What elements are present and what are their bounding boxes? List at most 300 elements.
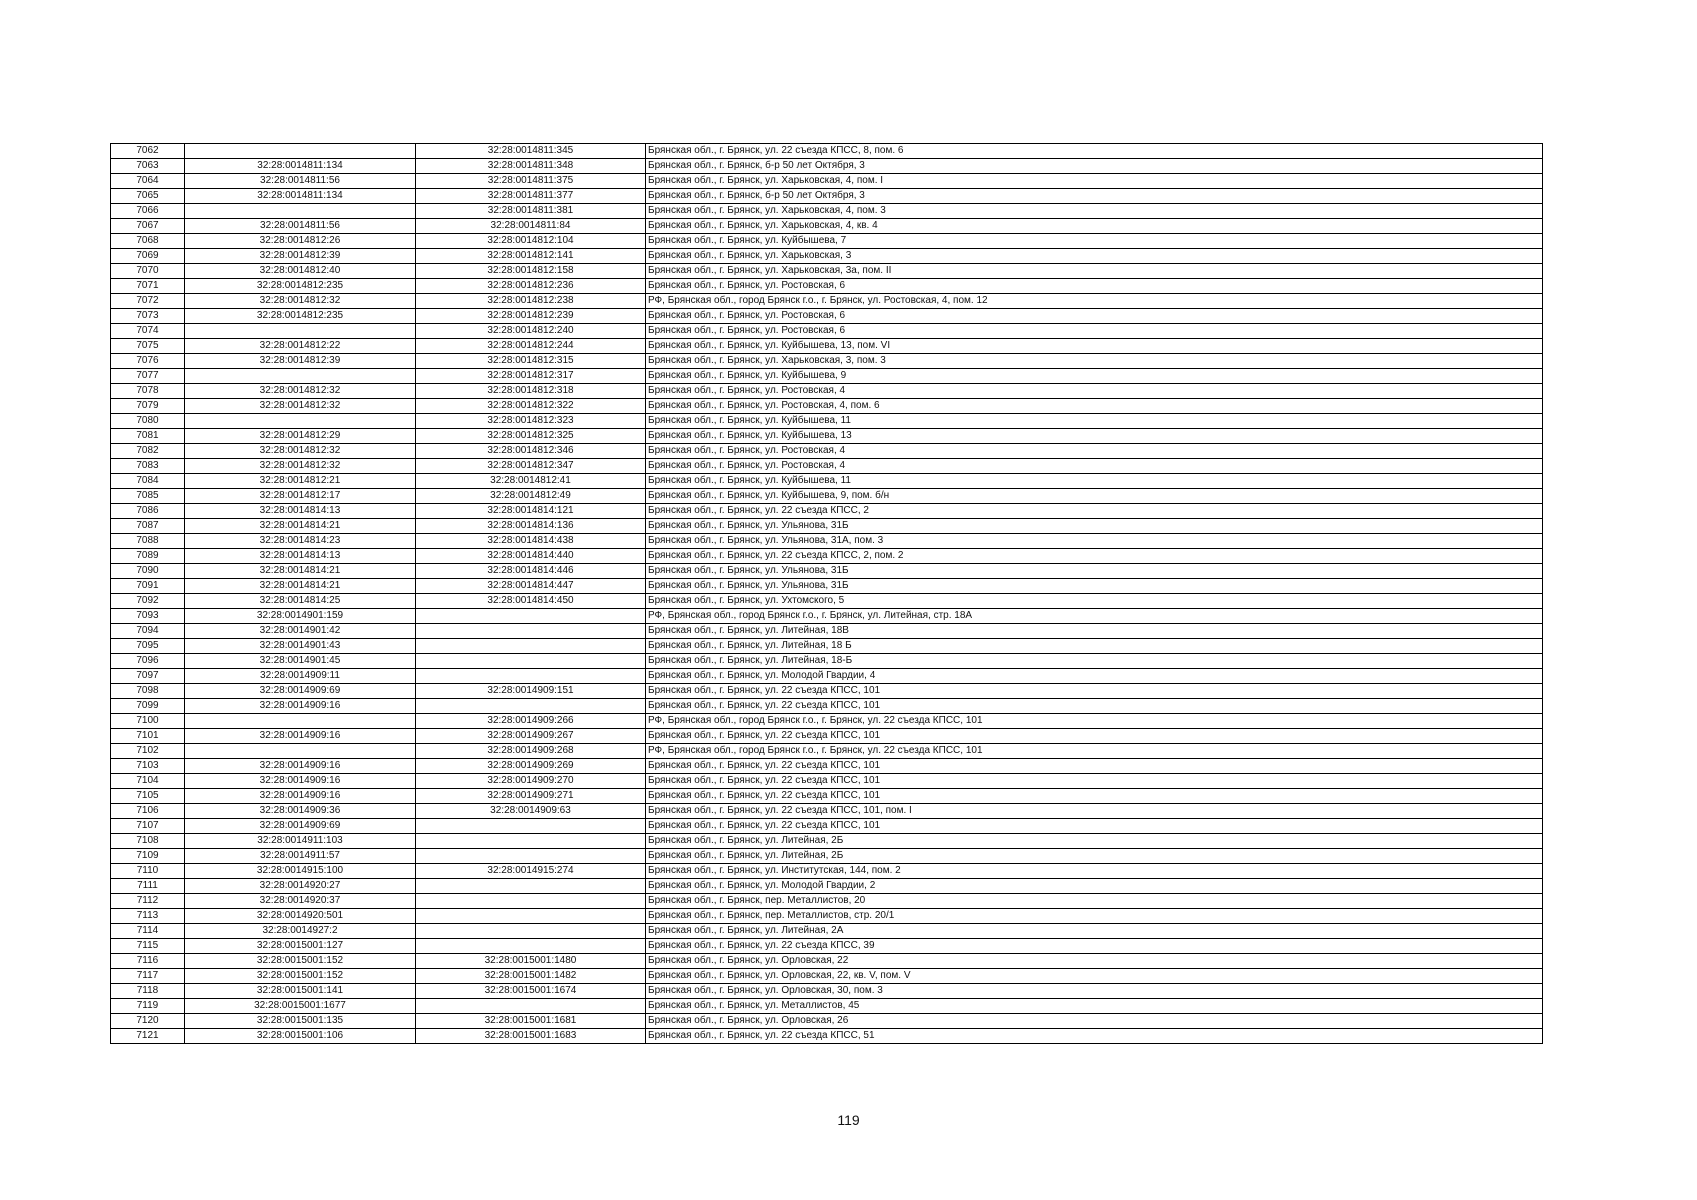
parcel-number-cell: 32:28:0015001:152 [185, 969, 416, 984]
row-number-cell: 7101 [111, 729, 185, 744]
table-row [111, 279, 1543, 294]
table-row [111, 714, 1543, 729]
address-cell: Брянская обл., г. Брянск, ул. 22 съезда КПСС, 51 [646, 1029, 1543, 1044]
object-number-cell: 32:28:0014812:347 [416, 459, 646, 474]
address-cell: Брянская обл., г. Брянск, ул. Литейная, 18 Б [646, 639, 1543, 654]
address-cell: Брянская обл., г. Брянск, пер. Металлистов, стр. 20/1 [646, 909, 1543, 924]
parcel-number-cell [185, 714, 416, 729]
parcel-number-cell: 32:28:0014909:69 [185, 819, 416, 834]
table-row [111, 909, 1543, 924]
parcel-number-cell: 32:28:0014909:16 [185, 699, 416, 714]
parcel-number-cell: 32:28:0014811:56 [185, 219, 416, 234]
row-number-cell: 7106 [111, 804, 185, 819]
parcel-number-cell: 32:28:0014901:45 [185, 654, 416, 669]
table-row [111, 894, 1543, 909]
registry-table-body [111, 144, 1543, 1044]
parcel-number-cell: 32:28:0014812:39 [185, 354, 416, 369]
table-row [111, 204, 1543, 219]
address-cell: Брянская обл., г. Брянск, пер. Металлистов, 20 [646, 894, 1543, 909]
table-row [111, 309, 1543, 324]
row-number-cell: 7118 [111, 984, 185, 999]
parcel-number-cell: 32:28:0015001:1677 [185, 999, 416, 1014]
object-number-cell: 32:28:0014909:151 [416, 684, 646, 699]
address-cell: РФ, Брянская обл., город Брянск г.о., г. Брянск, ул. Литейная, стр. 18А [646, 609, 1543, 624]
address-cell: Брянская обл., г. Брянск, ул. 22 съезда КПСС, 101 [646, 684, 1543, 699]
table-row [111, 549, 1543, 564]
object-number-cell [416, 669, 646, 684]
table-row [111, 774, 1543, 789]
object-number-cell: 32:28:0014812:346 [416, 444, 646, 459]
parcel-number-cell: 32:28:0014811:134 [185, 159, 416, 174]
row-number-cell: 7088 [111, 534, 185, 549]
address-cell: Брянская обл., г. Брянск, ул. Куйбышева, 9 [646, 369, 1543, 384]
object-number-cell: 32:28:0014812:104 [416, 234, 646, 249]
row-number-cell: 7073 [111, 309, 185, 324]
address-cell: Брянская обл., г. Брянск, ул. 22 съезда КПСС, 101, пом. I [646, 804, 1543, 819]
address-cell: РФ, Брянская обл., город Брянск г.о., г. Брянск, ул. 22 съезда КПСС, 101 [646, 744, 1543, 759]
row-number-cell: 7099 [111, 699, 185, 714]
table-row [111, 1014, 1543, 1029]
parcel-number-cell: 32:28:0014814:21 [185, 579, 416, 594]
row-number-cell: 7091 [111, 579, 185, 594]
object-number-cell: 32:28:0014814:136 [416, 519, 646, 534]
row-number-cell: 7074 [111, 324, 185, 339]
address-cell: Брянская обл., г. Брянск, ул. Харьковская, 3, пом. 3 [646, 354, 1543, 369]
address-cell: Брянская обл., г. Брянск, ул. 22 съезда КПСС, 2 [646, 504, 1543, 519]
object-number-cell: 32:28:0015001:1683 [416, 1029, 646, 1044]
address-cell: Брянская обл., г. Брянск, ул. Институтская, 144, пом. 2 [646, 864, 1543, 879]
parcel-number-cell: 32:28:0014812:32 [185, 444, 416, 459]
table-row [111, 294, 1543, 309]
address-cell: РФ, Брянская обл., город Брянск г.о., г. Брянск, ул. 22 съезда КПСС, 101 [646, 714, 1543, 729]
table-row [111, 954, 1543, 969]
address-cell: Брянская обл., г. Брянск, б-р 50 лет Октября, 3 [646, 159, 1543, 174]
object-number-cell: 32:28:0014812:239 [416, 309, 646, 324]
parcel-number-cell: 32:28:0014920:501 [185, 909, 416, 924]
parcel-number-cell: 32:28:0015001:152 [185, 954, 416, 969]
object-number-cell: 32:28:0014909:271 [416, 789, 646, 804]
address-cell: РФ, Брянская обл., город Брянск г.о., г. Брянск, ул. Ростовская, 4, пом. 12 [646, 294, 1543, 309]
row-number-cell: 7110 [111, 864, 185, 879]
address-cell: Брянская обл., г. Брянск, ул. Орловская, 22, кв. V, пом. V [646, 969, 1543, 984]
address-cell: Брянская обл., г. Брянск, ул. 22 съезда КПСС, 101 [646, 729, 1543, 744]
row-number-cell: 7113 [111, 909, 185, 924]
object-number-cell [416, 849, 646, 864]
object-number-cell [416, 879, 646, 894]
object-number-cell: 32:28:0014814:438 [416, 534, 646, 549]
table-row [111, 594, 1543, 609]
object-number-cell: 32:28:0014909:269 [416, 759, 646, 774]
parcel-number-cell [185, 204, 416, 219]
row-number-cell: 7109 [111, 849, 185, 864]
parcel-number-cell: 32:28:0014901:42 [185, 624, 416, 639]
address-cell: Брянская обл., г. Брянск, ул. Ростовская, 6 [646, 309, 1543, 324]
address-cell: Брянская обл., г. Брянск, ул. Куйбышева, 11 [646, 474, 1543, 489]
table-row [111, 534, 1543, 549]
parcel-number-cell: 32:28:0014915:100 [185, 864, 416, 879]
table-row [111, 474, 1543, 489]
row-number-cell: 7085 [111, 489, 185, 504]
parcel-number-cell [185, 414, 416, 429]
object-number-cell: 32:28:0014909:63 [416, 804, 646, 819]
row-number-cell: 7084 [111, 474, 185, 489]
row-number-cell: 7105 [111, 789, 185, 804]
parcel-number-cell: 32:28:0015001:106 [185, 1029, 416, 1044]
table-row [111, 339, 1543, 354]
object-number-cell: 32:28:0014812:318 [416, 384, 646, 399]
address-cell: Брянская обл., г. Брянск, ул. Орловская, 22 [646, 954, 1543, 969]
parcel-number-cell: 32:28:0014909:69 [185, 684, 416, 699]
object-number-cell [416, 924, 646, 939]
table-row [111, 489, 1543, 504]
parcel-number-cell: 32:28:0014814:23 [185, 534, 416, 549]
table-row [111, 1029, 1543, 1044]
parcel-number-cell: 32:28:0014909:16 [185, 774, 416, 789]
object-number-cell: 32:28:0014812:41 [416, 474, 646, 489]
page-number: 119 [837, 1112, 860, 1128]
parcel-number-cell: 32:28:0014911:57 [185, 849, 416, 864]
table-row [111, 744, 1543, 759]
table-row [111, 579, 1543, 594]
address-cell: Брянская обл., г. Брянск, ул. 22 съезда КПСС, 101 [646, 789, 1543, 804]
row-number-cell: 7077 [111, 369, 185, 384]
address-cell: Брянская обл., г. Брянск, ул. Куйбышева, 13, пом. VI [646, 339, 1543, 354]
object-number-cell [416, 654, 646, 669]
table-row [111, 564, 1543, 579]
object-number-cell: 32:28:0014814:121 [416, 504, 646, 519]
table-row [111, 864, 1543, 879]
parcel-number-cell: 32:28:0014909:16 [185, 729, 416, 744]
row-number-cell: 7094 [111, 624, 185, 639]
address-cell: Брянская обл., г. Брянск, ул. Харьковская, 3 [646, 249, 1543, 264]
parcel-number-cell: 32:28:0014812:26 [185, 234, 416, 249]
parcel-number-cell [185, 144, 416, 159]
table-row [111, 789, 1543, 804]
address-cell: Брянская обл., г. Брянск, ул. 22 съезда КПСС, 101 [646, 699, 1543, 714]
row-number-cell: 7093 [111, 609, 185, 624]
parcel-number-cell [185, 369, 416, 384]
address-cell: Брянская обл., г. Брянск, ул. Ульянова, 31Б [646, 564, 1543, 579]
object-number-cell: 32:28:0014814:447 [416, 579, 646, 594]
object-number-cell: 32:28:0014812:244 [416, 339, 646, 354]
parcel-number-cell: 32:28:0014812:32 [185, 384, 416, 399]
parcel-number-cell: 32:28:0014901:159 [185, 609, 416, 624]
table-row [111, 999, 1543, 1014]
table-row [111, 819, 1543, 834]
table-row [111, 219, 1543, 234]
table-row [111, 264, 1543, 279]
object-number-cell: 32:28:0014812:240 [416, 324, 646, 339]
table-row [111, 249, 1543, 264]
row-number-cell: 7108 [111, 834, 185, 849]
object-number-cell: 32:28:0015001:1674 [416, 984, 646, 999]
row-number-cell: 7112 [111, 894, 185, 909]
object-number-cell: 32:28:0014812:323 [416, 414, 646, 429]
row-number-cell: 7116 [111, 954, 185, 969]
row-number-cell: 7064 [111, 174, 185, 189]
row-number-cell: 7087 [111, 519, 185, 534]
address-cell: Брянская обл., г. Брянск, ул. 22 съезда КПСС, 101 [646, 759, 1543, 774]
address-cell: Брянская обл., г. Брянск, ул. Молодой Гвардии, 2 [646, 879, 1543, 894]
address-cell: Брянская обл., г. Брянск, ул. Ростовская, 4, пом. 6 [646, 399, 1543, 414]
address-cell: Брянская обл., г. Брянск, ул. 22 съезда КПСС, 101 [646, 774, 1543, 789]
object-number-cell [416, 999, 646, 1014]
parcel-number-cell: 32:28:0014911:103 [185, 834, 416, 849]
address-cell: Брянская обл., г. Брянск, ул. Орловская, 26 [646, 1014, 1543, 1029]
row-number-cell: 7096 [111, 654, 185, 669]
address-cell: Брянская обл., г. Брянск, б-р 50 лет Октября, 3 [646, 189, 1543, 204]
table-row [111, 924, 1543, 939]
row-number-cell: 7081 [111, 429, 185, 444]
table-row [111, 879, 1543, 894]
row-number-cell: 7066 [111, 204, 185, 219]
table-row [111, 849, 1543, 864]
object-number-cell: 32:28:0014915:274 [416, 864, 646, 879]
parcel-number-cell: 32:28:0014812:235 [185, 279, 416, 294]
table-row [111, 174, 1543, 189]
table-row [111, 144, 1543, 159]
row-number-cell: 7082 [111, 444, 185, 459]
object-number-cell: 32:28:0014812:317 [416, 369, 646, 384]
parcel-number-cell: 32:28:0014812:32 [185, 459, 416, 474]
object-number-cell: 32:28:0014811:375 [416, 174, 646, 189]
row-number-cell: 7063 [111, 159, 185, 174]
address-cell: Брянская обл., г. Брянск, ул. Молодой Гвардии, 4 [646, 669, 1543, 684]
row-number-cell: 7069 [111, 249, 185, 264]
address-cell: Брянская обл., г. Брянск, ул. 22 съезда КПСС, 39 [646, 939, 1543, 954]
object-number-cell: 32:28:0014812:325 [416, 429, 646, 444]
table-row [111, 684, 1543, 699]
address-cell: Брянская обл., г. Брянск, ул. Харьковская, 4, пом. I [646, 174, 1543, 189]
table-row [111, 729, 1543, 744]
table-row [111, 429, 1543, 444]
parcel-number-cell: 32:28:0014920:27 [185, 879, 416, 894]
table-row [111, 759, 1543, 774]
table-row [111, 324, 1543, 339]
table-row [111, 414, 1543, 429]
parcel-number-cell: 32:28:0014909:11 [185, 669, 416, 684]
parcel-number-cell: 32:28:0014812:39 [185, 249, 416, 264]
address-cell: Брянская обл., г. Брянск, ул. Литейная, 18-Б [646, 654, 1543, 669]
address-cell: Брянская обл., г. Брянск, ул. 22 съезда КПСС, 101 [646, 819, 1543, 834]
table-row [111, 834, 1543, 849]
object-number-cell: 32:28:0014812:141 [416, 249, 646, 264]
parcel-number-cell: 32:28:0014812:40 [185, 264, 416, 279]
parcel-number-cell: 32:28:0014814:13 [185, 549, 416, 564]
object-number-cell: 32:28:0015001:1482 [416, 969, 646, 984]
parcel-number-cell: 32:28:0014927:2 [185, 924, 416, 939]
row-number-cell: 7098 [111, 684, 185, 699]
address-cell: Брянская обл., г. Брянск, ул. Ульянова, 31Б [646, 579, 1543, 594]
registry-table [110, 143, 1543, 1044]
address-cell: Брянская обл., г. Брянск, ул. Ростовская, 4 [646, 459, 1543, 474]
address-cell: Брянская обл., г. Брянск, ул. Куйбышева, 13 [646, 429, 1543, 444]
object-number-cell: 32:28:0014811:381 [416, 204, 646, 219]
object-number-cell: 32:28:0014814:450 [416, 594, 646, 609]
address-cell: Брянская обл., г. Брянск, ул. Литейная, 2Б [646, 849, 1543, 864]
row-number-cell: 7065 [111, 189, 185, 204]
address-cell: Брянская обл., г. Брянск, ул. Куйбышева, 11 [646, 414, 1543, 429]
address-cell: Брянская обл., г. Брянск, ул. Ульянова, 31А, пом. 3 [646, 534, 1543, 549]
row-number-cell: 7070 [111, 264, 185, 279]
parcel-number-cell: 32:28:0014812:32 [185, 399, 416, 414]
object-number-cell: 32:28:0014811:84 [416, 219, 646, 234]
address-cell: Брянская обл., г. Брянск, ул. Ульянова, 31Б [646, 519, 1543, 534]
row-number-cell: 7071 [111, 279, 185, 294]
parcel-number-cell: 32:28:0015001:127 [185, 939, 416, 954]
table-row [111, 504, 1543, 519]
object-number-cell [416, 819, 646, 834]
row-number-cell: 7086 [111, 504, 185, 519]
table-row [111, 669, 1543, 684]
parcel-number-cell: 32:28:0014812:17 [185, 489, 416, 504]
table-row [111, 384, 1543, 399]
table-row [111, 444, 1543, 459]
row-number-cell: 7107 [111, 819, 185, 834]
address-cell: Брянская обл., г. Брянск, ул. Ухтомского, 5 [646, 594, 1543, 609]
object-number-cell: 32:28:0014811:377 [416, 189, 646, 204]
address-cell: Брянская обл., г. Брянск, ул. Литейная, 18В [646, 624, 1543, 639]
object-number-cell [416, 834, 646, 849]
address-cell: Брянская обл., г. Брянск, ул. Ростовская, 6 [646, 324, 1543, 339]
address-cell: Брянская обл., г. Брянск, ул. Ростовская, 4 [646, 384, 1543, 399]
table-row [111, 519, 1543, 534]
row-number-cell: 7078 [111, 384, 185, 399]
object-number-cell [416, 639, 646, 654]
parcel-number-cell [185, 744, 416, 759]
object-number-cell: 32:28:0015001:1681 [416, 1014, 646, 1029]
table-row [111, 609, 1543, 624]
row-number-cell: 7072 [111, 294, 185, 309]
row-number-cell: 7076 [111, 354, 185, 369]
row-number-cell: 7080 [111, 414, 185, 429]
object-number-cell [416, 894, 646, 909]
row-number-cell: 7062 [111, 144, 185, 159]
address-cell: Брянская обл., г. Брянск, ул. Харьковская, 3а, пом. II [646, 264, 1543, 279]
object-number-cell [416, 609, 646, 624]
parcel-number-cell: 32:28:0014812:235 [185, 309, 416, 324]
object-number-cell [416, 909, 646, 924]
row-number-cell: 7114 [111, 924, 185, 939]
row-number-cell: 7083 [111, 459, 185, 474]
row-number-cell: 7095 [111, 639, 185, 654]
row-number-cell: 7119 [111, 999, 185, 1014]
address-cell: Брянская обл., г. Брянск, ул. Литейная, 2А [646, 924, 1543, 939]
parcel-number-cell: 32:28:0014814:21 [185, 519, 416, 534]
address-cell: Брянская обл., г. Брянск, ул. 22 съезда КПСС, 2, пом. 2 [646, 549, 1543, 564]
parcel-number-cell: 32:28:0015001:141 [185, 984, 416, 999]
object-number-cell: 32:28:0014909:266 [416, 714, 646, 729]
object-number-cell: 32:28:0014909:268 [416, 744, 646, 759]
object-number-cell: 32:28:0014909:267 [416, 729, 646, 744]
table-row [111, 984, 1543, 999]
object-number-cell: 32:28:0014811:348 [416, 159, 646, 174]
table-row [111, 234, 1543, 249]
object-number-cell: 32:28:0014814:440 [416, 549, 646, 564]
parcel-number-cell: 32:28:0014814:13 [185, 504, 416, 519]
table-row [111, 459, 1543, 474]
parcel-number-cell: 32:28:0014812:22 [185, 339, 416, 354]
row-number-cell: 7089 [111, 549, 185, 564]
table-row [111, 399, 1543, 414]
table-row [111, 804, 1543, 819]
address-cell: Брянская обл., г. Брянск, ул. Орловская, 30, пом. 3 [646, 984, 1543, 999]
address-cell: Брянская обл., г. Брянск, ул. Литейная, 2Б [646, 834, 1543, 849]
object-number-cell: 32:28:0014812:322 [416, 399, 646, 414]
parcel-number-cell: 32:28:0014814:25 [185, 594, 416, 609]
table-row [111, 369, 1543, 384]
row-number-cell: 7111 [111, 879, 185, 894]
parcel-number-cell: 32:28:0014811:56 [185, 174, 416, 189]
row-number-cell: 7097 [111, 669, 185, 684]
object-number-cell [416, 699, 646, 714]
row-number-cell: 7115 [111, 939, 185, 954]
table-row [111, 189, 1543, 204]
parcel-number-cell [185, 324, 416, 339]
row-number-cell: 7079 [111, 399, 185, 414]
table-row [111, 654, 1543, 669]
row-number-cell: 7100 [111, 714, 185, 729]
table-row [111, 159, 1543, 174]
table-row [111, 969, 1543, 984]
row-number-cell: 7075 [111, 339, 185, 354]
address-cell: Брянская обл., г. Брянск, ул. Харьковская, 4, пом. 3 [646, 204, 1543, 219]
parcel-number-cell: 32:28:0014909:16 [185, 789, 416, 804]
object-number-cell: 32:28:0014909:270 [416, 774, 646, 789]
row-number-cell: 7092 [111, 594, 185, 609]
address-cell: Брянская обл., г. Брянск, ул. Ростовская, 6 [646, 279, 1543, 294]
object-number-cell [416, 939, 646, 954]
row-number-cell: 7067 [111, 219, 185, 234]
parcel-number-cell: 32:28:0014901:43 [185, 639, 416, 654]
row-number-cell: 7104 [111, 774, 185, 789]
object-number-cell: 32:28:0014812:238 [416, 294, 646, 309]
table-row [111, 624, 1543, 639]
row-number-cell: 7068 [111, 234, 185, 249]
row-number-cell: 7090 [111, 564, 185, 579]
parcel-number-cell: 32:28:0014814:21 [185, 564, 416, 579]
address-cell: Брянская обл., г. Брянск, ул. 22 съезда КПСС, 8, пом. 6 [646, 144, 1543, 159]
object-number-cell: 32:28:0014814:446 [416, 564, 646, 579]
object-number-cell [416, 624, 646, 639]
row-number-cell: 7121 [111, 1029, 185, 1044]
parcel-number-cell: 32:28:0014909:36 [185, 804, 416, 819]
parcel-number-cell: 32:28:0014909:16 [185, 759, 416, 774]
object-number-cell: 32:28:0014812:236 [416, 279, 646, 294]
object-number-cell: 32:28:0014812:315 [416, 354, 646, 369]
row-number-cell: 7117 [111, 969, 185, 984]
address-cell: Брянская обл., г. Брянск, ул. Ростовская, 4 [646, 444, 1543, 459]
address-cell: Брянская обл., г. Брянск, ул. Харьковская, 4, кв. 4 [646, 219, 1543, 234]
table-row [111, 639, 1543, 654]
address-cell: Брянская обл., г. Брянск, ул. Металлистов, 45 [646, 999, 1543, 1014]
row-number-cell: 7120 [111, 1014, 185, 1029]
parcel-number-cell: 32:28:0014920:37 [185, 894, 416, 909]
parcel-number-cell: 32:28:0015001:135 [185, 1014, 416, 1029]
parcel-number-cell: 32:28:0014812:21 [185, 474, 416, 489]
table-row [111, 939, 1543, 954]
address-cell: Брянская обл., г. Брянск, ул. Куйбышева, 7 [646, 234, 1543, 249]
table-row [111, 354, 1543, 369]
object-number-cell: 32:28:0014812:158 [416, 264, 646, 279]
object-number-cell: 32:28:0015001:1480 [416, 954, 646, 969]
object-number-cell: 32:28:0014812:49 [416, 489, 646, 504]
row-number-cell: 7103 [111, 759, 185, 774]
row-number-cell: 7102 [111, 744, 185, 759]
object-number-cell: 32:28:0014811:345 [416, 144, 646, 159]
parcel-number-cell: 32:28:0014812:32 [185, 294, 416, 309]
parcel-number-cell: 32:28:0014811:134 [185, 189, 416, 204]
